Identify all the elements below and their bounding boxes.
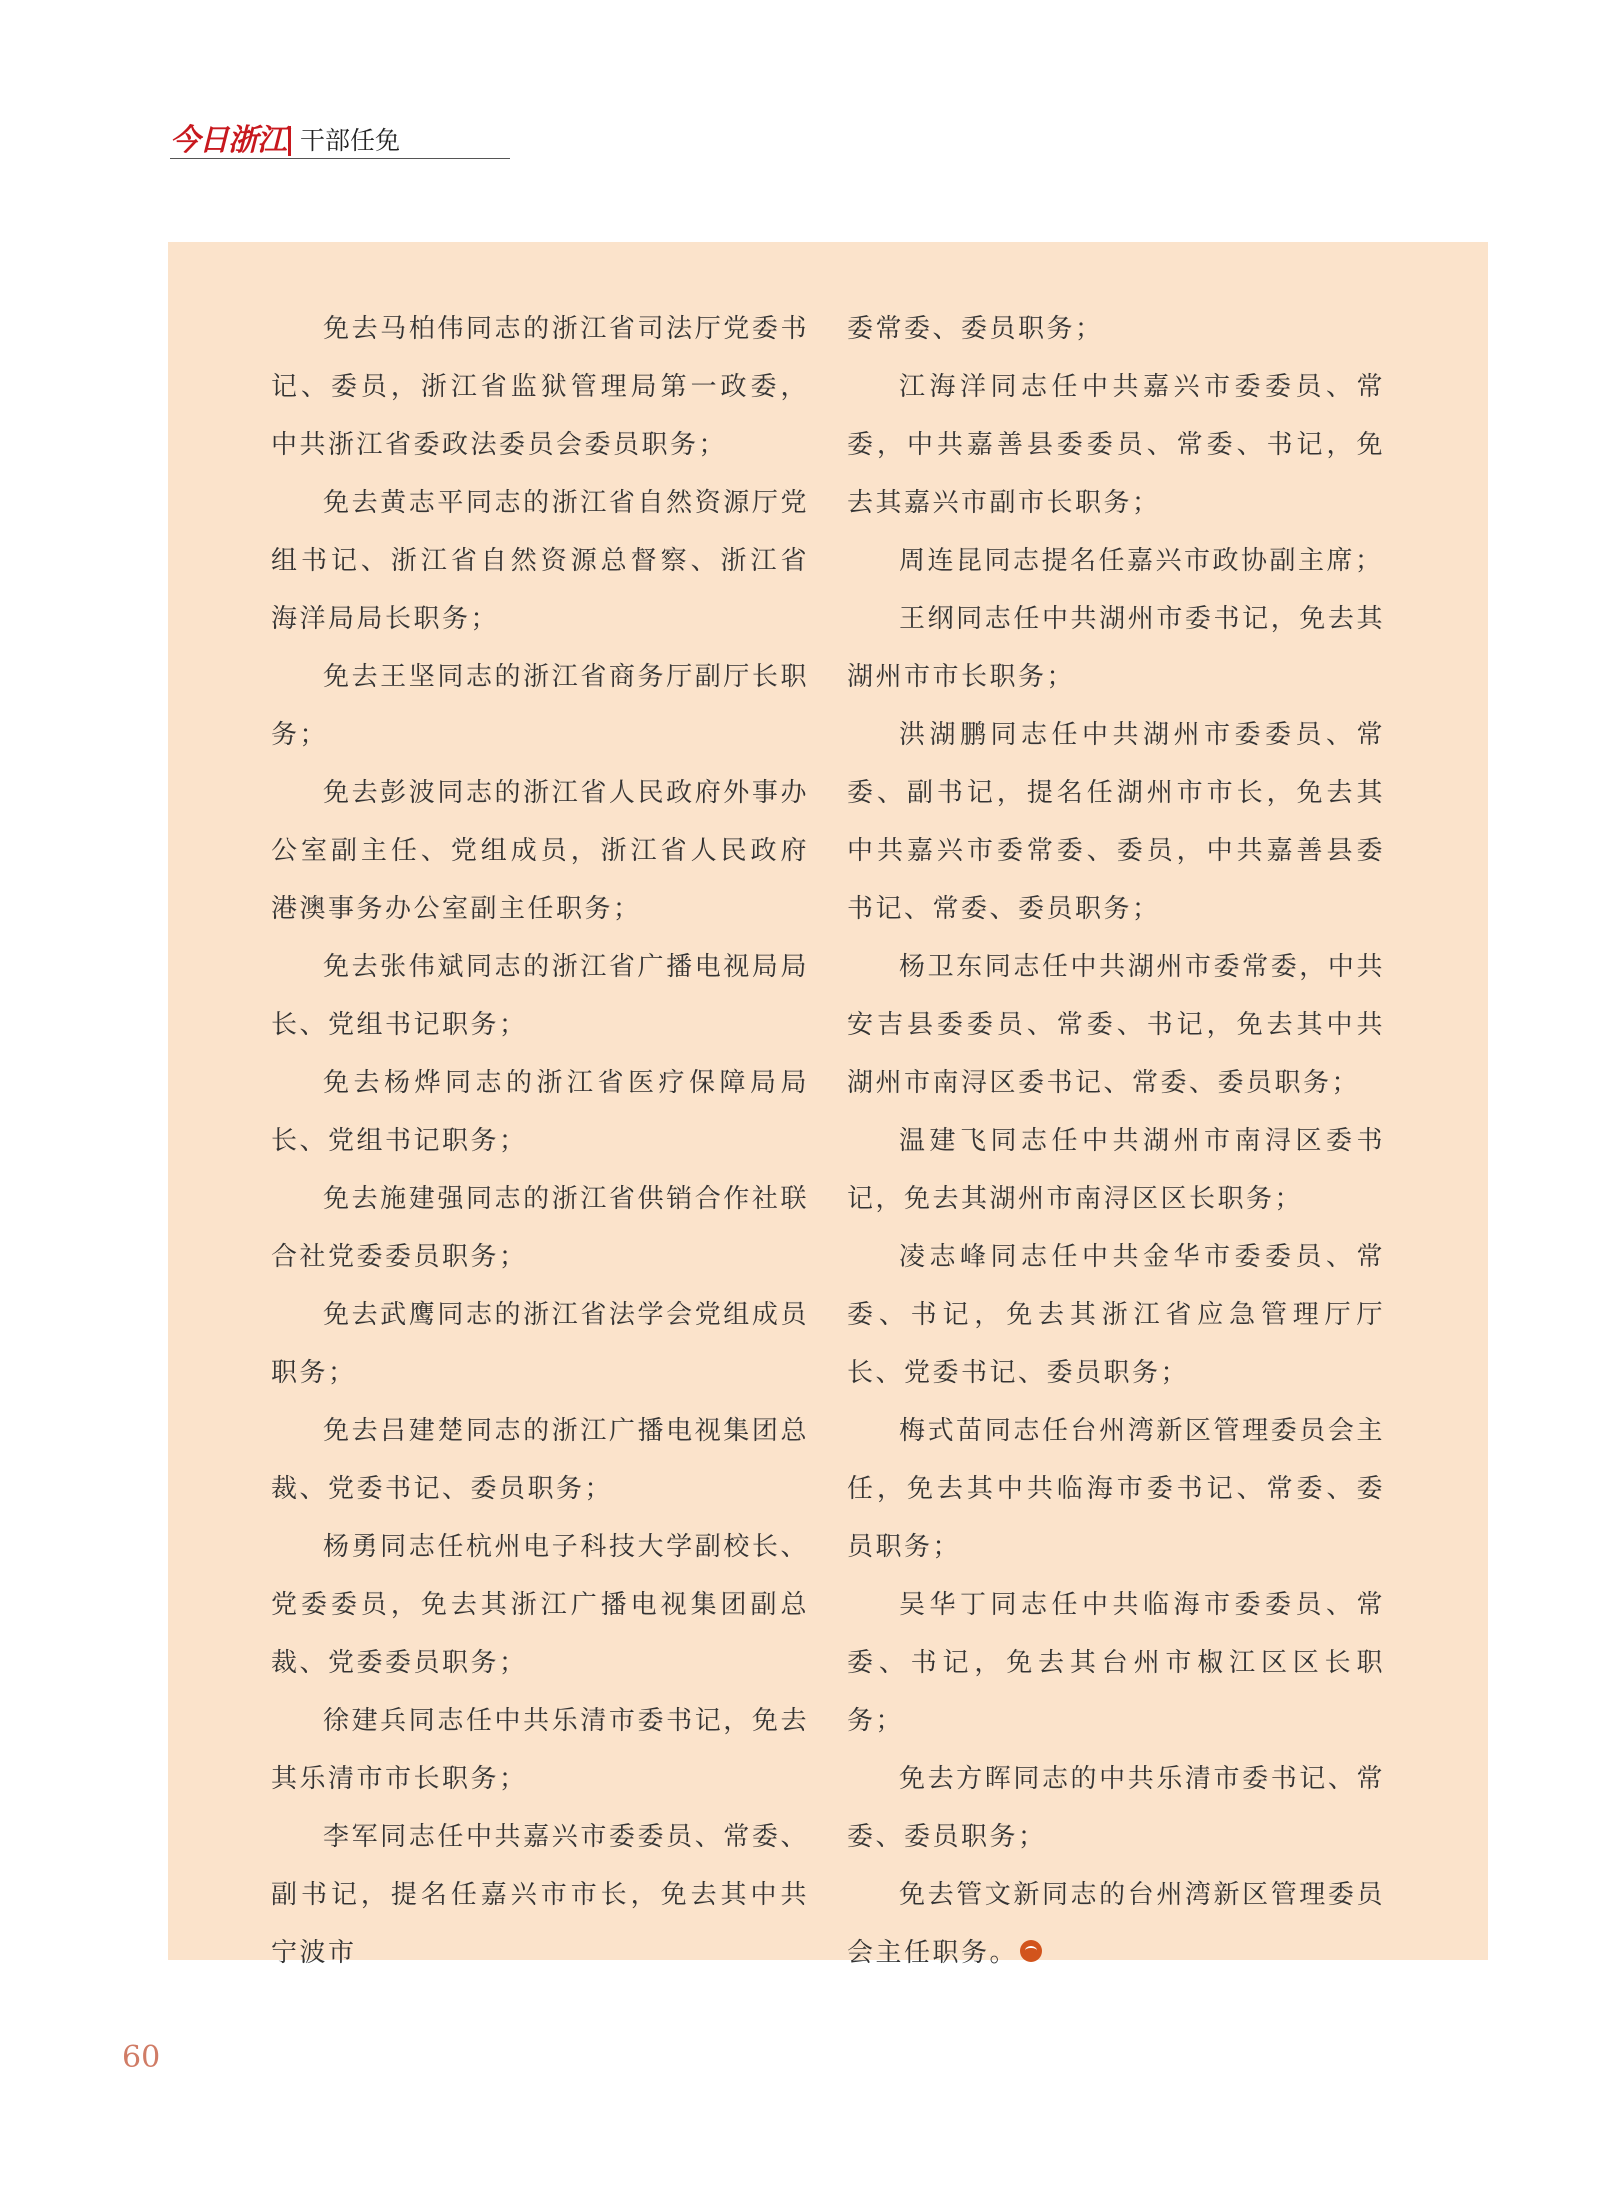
paragraph-continued: 委常委、委员职务； xyxy=(847,314,1104,344)
paragraph: 免去王坚同志的浙江省商务厅副厅长职务； xyxy=(271,662,809,750)
paragraph: 杨卫东同志任中共湖州市委常委，中共安吉县委委员、常委、书记，免去其中共湖州市南浔区委书记、常委、委员职务； xyxy=(847,952,1385,1098)
paragraph: 免去吕建楚同志的浙江广播电视集团总裁、党委书记、委员职务； xyxy=(271,1416,809,1504)
section-title: 干部任免 xyxy=(300,126,401,155)
paragraph: 温建飞同志任中共湖州市南浔区委书记，免去其湖州市南浔区区长职务； xyxy=(847,1126,1385,1214)
paragraph: 免去彭波同志的浙江省人民政府外事办公室副主任、党组成员，浙江省人民政府港澳事务办公室副主任职务； xyxy=(271,778,809,924)
paragraph: 周连昆同志提名任嘉兴市政协副主席； xyxy=(899,546,1384,576)
right-column xyxy=(847,300,1385,1982)
paragraph: 免去施建强同志的浙江省供销合作社联合社党委委员职务； xyxy=(271,1184,809,1272)
page-header xyxy=(170,122,510,159)
magazine-logo: 今日浙江 xyxy=(170,123,286,158)
paragraph: 免去杨烨同志的浙江省医疗保障局局长、党组书记职务； xyxy=(271,1068,809,1156)
last-paragraph xyxy=(847,1866,1385,1982)
paragraph: 王纲同志任中共湖州市委书记，免去其湖州市市长职务； xyxy=(847,604,1385,692)
paragraph: 凌志峰同志任中共金华市委委员、常委、书记，免去其浙江省应急管理厅厅长、党委书记、委员职务； xyxy=(847,1242,1385,1388)
paragraph: 梅式苗同志任台州湾新区管理委员会主任，免去其中共临海市委书记、常委、委员职务； xyxy=(847,1416,1385,1562)
paragraph: 杨勇同志任杭州电子科技大学副校长、党委委员，免去其浙江广播电视集团副总裁、党委委员职务； xyxy=(271,1532,809,1678)
paragraph: 免去马柏伟同志的浙江省司法厅党委书记、委员，浙江省监狱管理局第一政委，中共浙江省委政法委员会委员职务； xyxy=(271,314,809,460)
paragraph: 吴华丁同志任中共临海市委委员、常委、书记，免去其台州市椒江区区长职务； xyxy=(847,1590,1385,1736)
paragraph: 免去张伟斌同志的浙江省广播电视局局长、党组书记职务； xyxy=(271,952,809,1040)
paragraph: 免去武鹰同志的浙江省法学会党组成员职务； xyxy=(271,1300,809,1388)
header-divider xyxy=(288,126,291,156)
last-paragraph-text: 免去管文新同志的台州湾新区管理委员会主任职务。 xyxy=(847,1880,1385,1968)
paragraph: 李军同志任中共嘉兴市委委员、常委、副书记，提名任嘉兴市市长，免去其中共宁波市 xyxy=(271,1822,809,1968)
page-number: 60 xyxy=(122,2040,161,2075)
paragraph: 洪湖鹏同志任中共湖州市委委员、常委、副书记，提名任湖州市市长，免去其中共嘉兴市委常委、委员，中共嘉善县委书记、常委、委员职务； xyxy=(847,720,1385,924)
paragraph: 江海洋同志任中共嘉兴市委委员、常委，中共嘉善县委委员、常委、书记，免去其嘉兴市副市长职务； xyxy=(847,372,1385,518)
article-panel xyxy=(168,242,1488,1968)
paragraph: 免去黄志平同志的浙江省自然资源厅党组书记、浙江省自然资源总督察、浙江省海洋局局长职务； xyxy=(271,488,809,634)
paragraph: 徐建兵同志任中共乐清市委书记，免去其乐清市市长职务； xyxy=(271,1706,809,1794)
left-column xyxy=(271,300,809,1982)
paragraph: 免去方晖同志的中共乐清市委书记、常委、委员职务； xyxy=(847,1764,1385,1852)
end-mark-icon xyxy=(1020,1940,1042,1962)
